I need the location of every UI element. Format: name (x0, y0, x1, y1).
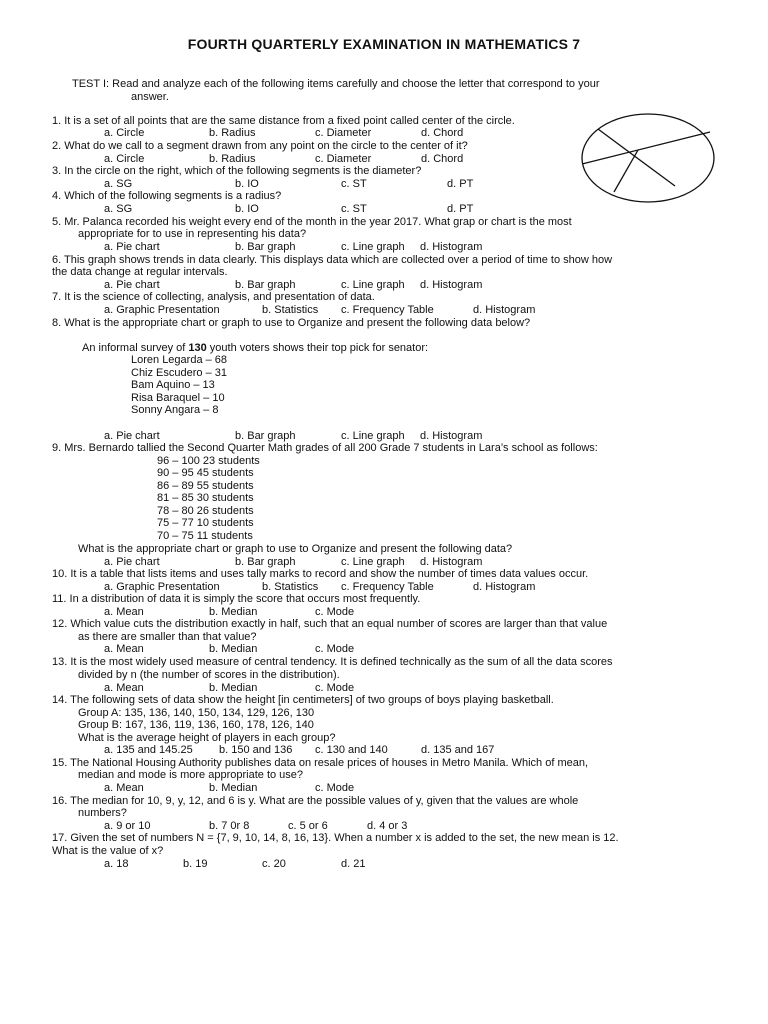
question-17-line-1: 17. Given the set of numbers N = {7, 9, 10, 14, 8, 16, 13}. When a number x is added to the set, the new mean is 12. (52, 832, 619, 844)
q13-option-c[interactable]: c. Mode (315, 682, 355, 694)
question-15-line-2: median and mode is more appropriate to use? (78, 769, 304, 781)
grade-row: 96 – 100 23 students (157, 455, 260, 467)
candidate-row: Chiz Escudero – 31 (131, 367, 227, 379)
q6-option-b[interactable]: b. Bar graph (235, 279, 296, 291)
q1-option-b[interactable]: b. Radius (209, 127, 256, 139)
q1-option-d[interactable]: d. Chord (421, 127, 464, 139)
question-16-line-1: 16. The median for 10, 9, y, 12, and 6 is y. What are the possible values of y, given that the values are whole (52, 795, 579, 807)
segment-radius (614, 150, 638, 192)
q16-option-d[interactable]: d. 4 or 3 (367, 820, 408, 832)
q13-option-a[interactable]: a. Mean (104, 682, 144, 694)
q9-option-d[interactable]: d. Histogram (420, 556, 483, 568)
q2-option-a[interactable]: a. Circle (104, 153, 145, 165)
candidate-row: Risa Baraquel – 10 (131, 392, 225, 404)
q3-option-c[interactable]: c. ST (341, 178, 367, 190)
q15-option-c[interactable]: c. Mode (315, 782, 355, 794)
question-6-line-2: the data change at regular intervals. (52, 266, 228, 278)
q4-option-b[interactable]: b. IO (235, 203, 259, 215)
q2-option-c[interactable]: c. Diameter (315, 153, 372, 165)
group-a-data: Group A: 135, 136, 140, 150, 134, 129, 126, 130 (78, 707, 315, 719)
grade-row: 86 – 89 55 students (157, 480, 254, 492)
q7-option-c[interactable]: c. Frequency Table (341, 304, 434, 316)
q17-option-a[interactable]: a. 18 (104, 858, 129, 870)
q9-option-b[interactable]: b. Bar graph (235, 556, 296, 568)
q7-option-b[interactable]: b. Statistics (262, 304, 319, 316)
survey-intro-pre: An informal survey of (82, 342, 189, 354)
question-8: 8. What is the appropriate chart or graph to use to Organize and present the following data below? (52, 317, 531, 329)
candidate-row: Bam Aquino – 13 (131, 379, 215, 391)
question-6-line-1: 6. This graph shows trends in data clearly. This displays data which are collected over a period of time to show how (52, 254, 613, 266)
question-2: 2. What do we call to a segment drawn from any point on the circle to the center of it? (52, 140, 468, 152)
question-14-prompt: What is the average height of players in each group? (78, 732, 336, 744)
q14-option-b[interactable]: b. 150 and 136 (219, 744, 293, 756)
q8-option-b[interactable]: b. Bar graph (235, 430, 296, 442)
candidate-row: Loren Legarda – 68 (131, 354, 228, 366)
q1-option-a[interactable]: a. Circle (104, 127, 145, 139)
q4-option-c[interactable]: c. ST (341, 203, 367, 215)
question-7: 7. It is the science of collecting, analysis, and presentation of data. (52, 291, 375, 303)
circle-outline (582, 114, 714, 202)
grade-row: 78 – 80 26 students (157, 505, 254, 517)
question-14: 14. The following sets of data show the height [in centimeters] of two groups of boys playing basketball. (52, 694, 554, 706)
q14-option-c[interactable]: c. 130 and 140 (315, 744, 388, 756)
question-17-line-2: What is the value of x? (52, 845, 164, 857)
q7-option-a[interactable]: a. Graphic Presentation (104, 304, 220, 316)
group-b-data: Group B: 167, 136, 119, 136, 160, 178, 126, 140 (78, 719, 314, 731)
q9-option-a[interactable]: a. Pie chart (104, 556, 160, 568)
question-13-line-1: 13. It is the most widely used measure of central tendency. It is defined technically as the sum of all the data scores (52, 656, 613, 668)
question-11: 11. In a distribution of data it is simply the score that occurs most frequently. (52, 593, 421, 605)
q10-option-b[interactable]: b. Statistics (262, 581, 319, 593)
q1-option-c[interactable]: c. Diameter (315, 127, 372, 139)
page-title: FOURTH QUARTERLY EXAMINATION IN MATHEMATICS 7 (187, 36, 581, 52)
q17-option-d[interactable]: d. 21 (341, 858, 366, 870)
q14-option-a[interactable]: a. 135 and 145.25 (104, 744, 193, 756)
q6-option-d[interactable]: d. Histogram (420, 279, 483, 291)
q5-option-a[interactable]: a. Pie chart (104, 241, 160, 253)
grade-row: 75 – 77 10 students (157, 517, 254, 529)
survey-intro (82, 342, 428, 355)
question-10: 10. It is a table that lists items and uses tally marks to record and show the number of times data values occur. (52, 568, 589, 580)
instructions-line-2: answer. (131, 91, 169, 103)
q14-option-d[interactable]: d. 135 and 167 (421, 744, 495, 756)
question-1: 1. It is a set of all points that are the same distance from a fixed point called center of the circle. (52, 115, 515, 127)
q12-option-c[interactable]: c. Mode (315, 643, 355, 655)
q16-option-b[interactable]: b. 7 0r 8 (209, 820, 250, 832)
q3-option-a[interactable]: a. SG (104, 178, 133, 190)
q10-option-d[interactable]: d. Histogram (473, 581, 536, 593)
question-15-line-1: 15. The National Housing Authority publishes data on resale prices of houses in Metro Manila. Which of mean, (52, 757, 589, 769)
q10-option-c[interactable]: c. Frequency Table (341, 581, 434, 593)
q13-option-b[interactable]: b. Median (209, 682, 258, 694)
q15-option-b[interactable]: b. Median (209, 782, 258, 794)
grade-row: 81 – 85 30 students (157, 492, 254, 504)
q3-option-b[interactable]: b. IO (235, 178, 259, 190)
q5-option-b[interactable]: b. Bar graph (235, 241, 296, 253)
question-5-line-2: appropriate for to use in representing his data? (78, 228, 307, 240)
q2-option-b[interactable]: b. Radius (209, 153, 256, 165)
instructions-line-1: TEST I: Read and analyze each of the following items carefully and choose the letter that correspond to your (72, 78, 600, 90)
q11-option-b[interactable]: b. Median (209, 606, 258, 618)
q11-option-c[interactable]: c. Mode (315, 606, 355, 618)
q10-option-a[interactable]: a. Graphic Presentation (104, 581, 220, 593)
q9-option-c[interactable]: c. Line graph (341, 556, 405, 568)
q12-option-b[interactable]: b. Median (209, 643, 258, 655)
q4-option-a[interactable]: a. SG (104, 203, 133, 215)
q5-option-d[interactable]: d. Histogram (420, 241, 483, 253)
question-5-line-1: 5. Mr. Palanca recorded his weight every end of the month in the year 2017. What grap or chart is the most (52, 216, 572, 228)
q2-option-d[interactable]: d. Chord (421, 153, 464, 165)
q17-option-b[interactable]: b. 19 (183, 858, 208, 870)
candidate-row: Sonny Angara – 8 (131, 404, 219, 416)
grade-row: 70 – 75 11 students (157, 530, 253, 542)
q16-option-c[interactable]: c. 5 or 6 (288, 820, 328, 832)
q7-option-d[interactable]: d. Histogram (473, 304, 536, 316)
question-13-line-2: divided by n (the number of scores in the distribution). (78, 669, 340, 681)
q12-option-a[interactable]: a. Mean (104, 643, 144, 655)
question-3: 3. In the circle on the right, which of the following segments is the diameter? (52, 165, 422, 177)
survey-intro-post: youth voters shows their top pick for senator: (206, 342, 429, 354)
q11-option-a[interactable]: a. Mean (104, 606, 144, 618)
question-9: 9. Mrs. Bernardo tallied the Second Quarter Math grades of all 200 Grade 7 students in Lara’s school as follows: (52, 442, 598, 454)
q6-option-c[interactable]: c. Line graph (341, 279, 405, 291)
q8-option-c[interactable]: c. Line graph (341, 430, 405, 442)
q5-option-c[interactable]: c. Line graph (341, 241, 405, 253)
question-12-line-1: 12. Which value cuts the distribution exactly in half, such that an equal number of scores are larger than that value (52, 618, 608, 630)
question-16-line-2: numbers? (78, 807, 127, 819)
question-4: 4. Which of the following segments is a radius? (52, 190, 282, 202)
q8-option-d[interactable]: d. Histogram (420, 430, 483, 442)
survey-count: 130 (188, 342, 207, 354)
question-12-line-2: as there are smaller than that value? (78, 631, 257, 643)
q17-option-c[interactable]: c. 20 (262, 858, 286, 870)
grade-row: 90 – 95 45 students (157, 467, 254, 479)
segment-diameter (582, 132, 710, 164)
question-9-prompt: What is the appropriate chart or graph to use to Organize and present the following data? (78, 543, 513, 555)
q16-option-a[interactable]: a. 9 or 10 (104, 820, 151, 832)
q8-option-a[interactable]: a. Pie chart (104, 430, 160, 442)
q15-option-a[interactable]: a. Mean (104, 782, 144, 794)
q4-option-d[interactable]: d. PT (447, 203, 474, 215)
circle-with-segments-icon (580, 112, 720, 204)
q3-option-d[interactable]: d. PT (447, 178, 474, 190)
q6-option-a[interactable]: a. Pie chart (104, 279, 160, 291)
